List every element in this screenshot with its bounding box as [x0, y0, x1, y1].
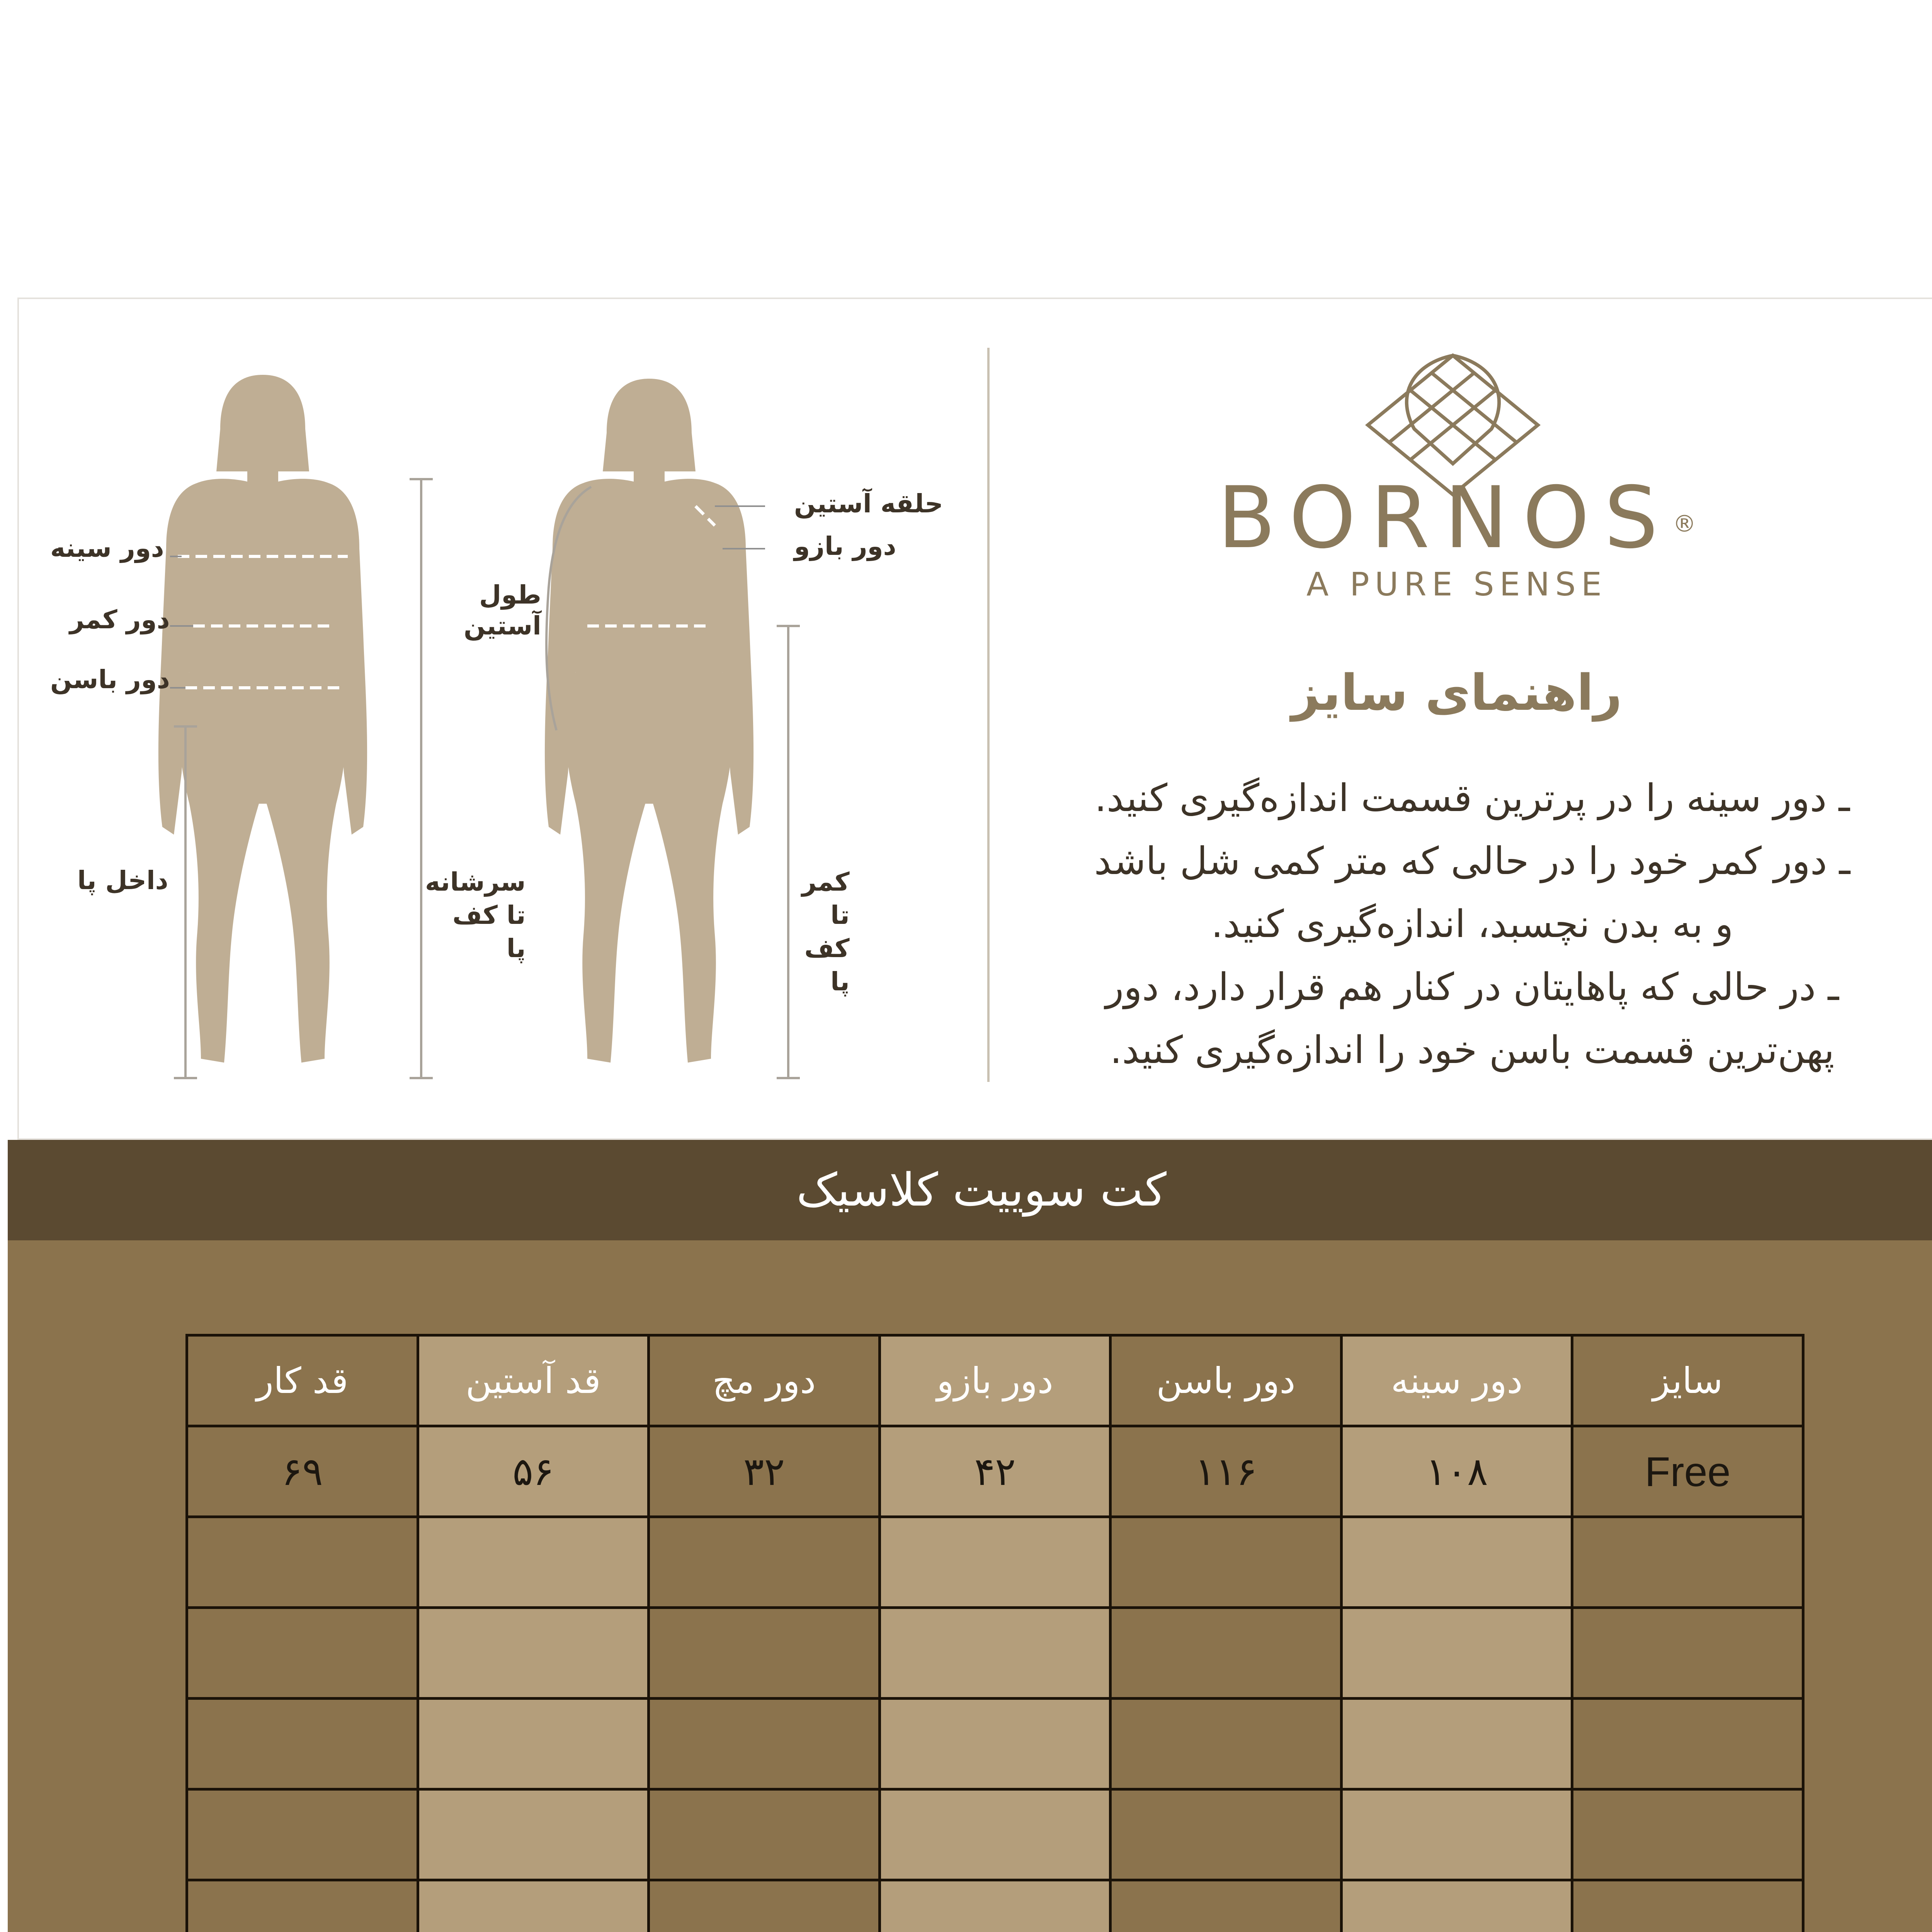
label-armhole: حلقه آستین	[794, 489, 943, 519]
table-cell: ۴۲	[879, 1426, 1111, 1517]
table-cell	[418, 1880, 649, 1932]
table-row	[187, 1880, 1803, 1932]
header-garment-length: قد کار	[187, 1335, 418, 1426]
label-waist-to-foot-line1: کمر تا	[802, 867, 850, 930]
label-shoulder-to-foot	[425, 866, 526, 965]
size-table	[185, 1334, 1804, 1932]
trademark-mark: ®	[1673, 510, 1696, 537]
table-cell	[418, 1517, 649, 1608]
instruction-line: ـ در حالی که پاهایتان در کنار هم قرار دارد، دور	[1105, 965, 1839, 1009]
brand-name	[1159, 468, 1754, 567]
label-waist-to-foot-line2: کف پا	[804, 934, 850, 997]
table-cell	[1341, 1699, 1572, 1789]
table-row	[187, 1789, 1803, 1880]
table-cell: ۱۰۸	[1341, 1426, 1572, 1517]
instruction-line: ـ دور کمر خود را در حالی که متر کمی شل باشد	[1094, 839, 1850, 883]
table-cell	[1572, 1880, 1803, 1932]
label-inseam: داخل پا	[77, 866, 168, 895]
table-cell	[1572, 1789, 1803, 1880]
table-row	[187, 1426, 1803, 1517]
label-hip: دور باسن	[50, 665, 170, 694]
table-cell	[1341, 1880, 1572, 1932]
table-cell	[649, 1880, 880, 1932]
table-row	[187, 1517, 1803, 1608]
table-cell	[1111, 1789, 1342, 1880]
table-cell	[418, 1608, 649, 1699]
table-cell	[879, 1880, 1111, 1932]
table-cell	[879, 1699, 1111, 1789]
label-chest: دور سینه	[50, 533, 164, 563]
table-cell	[1572, 1608, 1803, 1699]
header-wrist: دور مچ	[649, 1335, 880, 1426]
table-cell	[187, 1699, 418, 1789]
table-cell	[649, 1699, 880, 1789]
table-cell	[418, 1789, 649, 1880]
table-header-row	[187, 1335, 1803, 1426]
table-cell	[187, 1880, 418, 1932]
table-cell: ۳۲	[649, 1426, 880, 1517]
header-size: سایز	[1572, 1335, 1803, 1426]
brand-tagline: A PURE SENSE	[1306, 565, 1607, 603]
table-cell	[879, 1608, 1111, 1699]
table-cell	[1572, 1699, 1803, 1789]
table-cell	[1572, 1517, 1803, 1608]
instruction-line: و به بدن نچسبد، اندازه‌گیری کنید.	[1211, 902, 1733, 946]
back-figure	[545, 379, 753, 1063]
table-cell	[187, 1789, 418, 1880]
size-guide-title: راهنمای سایز	[1291, 664, 1622, 722]
header-hip: دور باسن	[1111, 1335, 1342, 1426]
table-cell	[187, 1517, 418, 1608]
table-cell: ۵۶	[418, 1426, 649, 1517]
label-bicep: دور بازو	[794, 531, 896, 561]
table-cell	[649, 1608, 880, 1699]
table-row	[187, 1608, 1803, 1699]
table-cell	[1111, 1517, 1342, 1608]
label-sleeve-length-line1: طول	[479, 580, 541, 610]
table-cell	[1341, 1789, 1572, 1880]
table-cell	[187, 1608, 418, 1699]
table-cell	[879, 1789, 1111, 1880]
table-cell	[649, 1789, 880, 1880]
chart-title: کت سوییت کلاسیک	[796, 1163, 1167, 1216]
header-sleeve-length: قد آستین	[418, 1335, 649, 1426]
table-cell	[1341, 1608, 1572, 1699]
table-cell	[1111, 1880, 1342, 1932]
header-bicep: دور بازو	[879, 1335, 1111, 1426]
instruction-line: پهن‌ترین قسمت باسن خود را اندازه‌گیری کنید.	[1110, 1028, 1835, 1072]
label-shoulder-to-foot-line2: تا کف پا	[452, 900, 526, 963]
table-cell	[1111, 1699, 1342, 1789]
table-cell	[1111, 1608, 1342, 1699]
label-shoulder-to-foot-line1: سرشانه	[425, 867, 526, 897]
brand-name-text: BORNOS	[1217, 468, 1673, 567]
table-cell	[418, 1699, 649, 1789]
table-cell	[1341, 1517, 1572, 1608]
label-waist-to-foot	[802, 866, 850, 998]
table-cell	[649, 1517, 880, 1608]
front-figure	[158, 375, 367, 1063]
table-row	[187, 1699, 1803, 1789]
label-waist: دور کمر	[70, 605, 170, 634]
table-cell: ۱۱۶	[1111, 1426, 1342, 1517]
measurement-instructions	[1051, 767, 1893, 1082]
table-cell: ۶۹	[187, 1426, 418, 1517]
header-chest: دور سینه	[1341, 1335, 1572, 1426]
label-sleeve-length	[464, 580, 541, 641]
table-cell: Free	[1572, 1426, 1803, 1517]
vertical-divider	[987, 348, 990, 1082]
table-cell	[879, 1517, 1111, 1608]
instruction-line: ـ دور سینه را در پرترین قسمت اندازه‌گیری کنید.	[1094, 776, 1850, 820]
label-sleeve-length-line2: آستین	[464, 611, 541, 641]
